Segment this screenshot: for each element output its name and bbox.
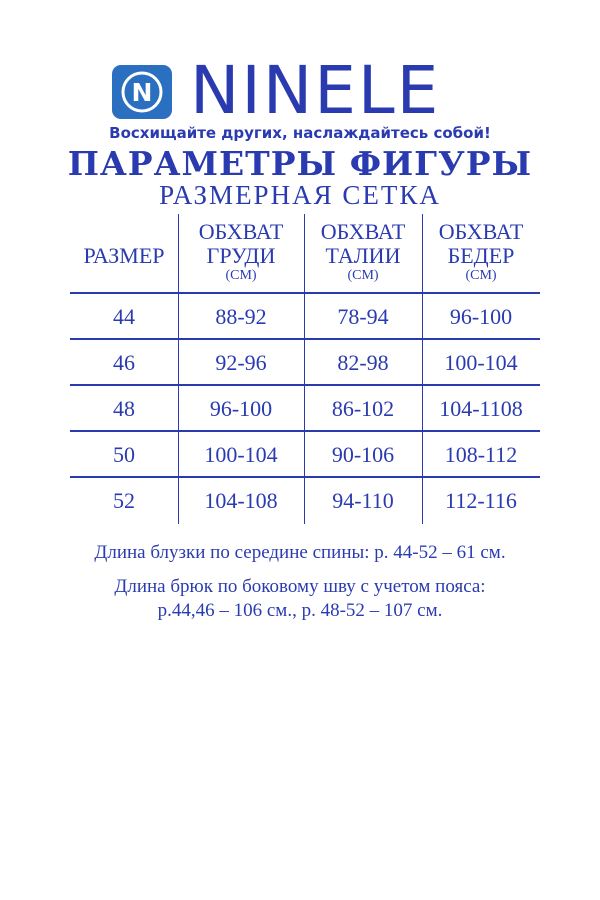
page-title: ПАРАМЕТРЫ ФИГУРЫ bbox=[67, 144, 533, 183]
header-size-label: РАЗМЕР bbox=[83, 243, 165, 268]
brand-name: NINELE bbox=[190, 52, 441, 129]
table-cell: 96-100 bbox=[209, 396, 273, 421]
table-cell: 46 bbox=[113, 350, 135, 375]
table-cell: 78-94 bbox=[337, 304, 389, 329]
logo-letter: N bbox=[131, 78, 153, 107]
table-cell: 104-1108 bbox=[439, 396, 523, 421]
header-size bbox=[70, 244, 178, 268]
header-chest bbox=[178, 220, 304, 284]
logo-badge-icon bbox=[112, 65, 172, 119]
logo-row bbox=[110, 52, 500, 129]
note-trousers-length-line1: Длина брюк по боковому шву с учетом пояса: bbox=[114, 576, 486, 597]
page-subtitle: РАЗМЕРНАЯ СЕТКА bbox=[159, 180, 441, 210]
header-waist bbox=[304, 220, 422, 284]
header-chest-unit: (СМ) bbox=[225, 268, 257, 283]
table-cell: 82-98 bbox=[337, 350, 389, 375]
header-hips bbox=[422, 220, 540, 284]
table-cell: 50 bbox=[113, 442, 135, 467]
header-waist-line1: ОБХВАТ bbox=[320, 219, 406, 244]
table-cell: 86-102 bbox=[331, 396, 395, 421]
table-cell: 96-100 bbox=[449, 304, 513, 329]
table-cell: 52 bbox=[113, 488, 135, 513]
header-chest-line2: ГРУДИ bbox=[206, 243, 276, 268]
brand-slogan: Восхищайте других, наслаждайтесь собой! bbox=[109, 124, 491, 142]
table-cell: 104-108 bbox=[204, 488, 278, 513]
table-cell: 100-104 bbox=[444, 350, 518, 375]
header-hips-line2: БЕДЕР bbox=[447, 243, 515, 268]
header-waist-line2: ТАЛИИ bbox=[325, 243, 401, 268]
header-hips-unit: (СМ) bbox=[465, 268, 497, 283]
table-cell: 100-104 bbox=[204, 442, 278, 467]
table-cell: 90-106 bbox=[331, 442, 395, 467]
note-trousers-length-line2: р.44,46 – 106 см., р. 48-52 – 107 см. bbox=[157, 600, 443, 621]
table-cell: 108-112 bbox=[444, 442, 518, 467]
table-cell: 92-96 bbox=[215, 350, 267, 375]
table-cell: 44 bbox=[113, 304, 135, 329]
header-hips-line1: ОБХВАТ bbox=[438, 219, 524, 244]
table-cell: 88-92 bbox=[215, 304, 267, 329]
header-waist-unit: (СМ) bbox=[347, 268, 379, 283]
table-cell: 48 bbox=[113, 396, 135, 421]
table-cell: 112-116 bbox=[445, 488, 517, 513]
note-blouse-length: Длина блузки по середине спины: р. 44-52 – 61 см. bbox=[94, 542, 506, 563]
size-table bbox=[70, 214, 540, 524]
header-chest-line1: ОБХВАТ bbox=[198, 219, 284, 244]
table-cell: 94-110 bbox=[332, 488, 394, 513]
